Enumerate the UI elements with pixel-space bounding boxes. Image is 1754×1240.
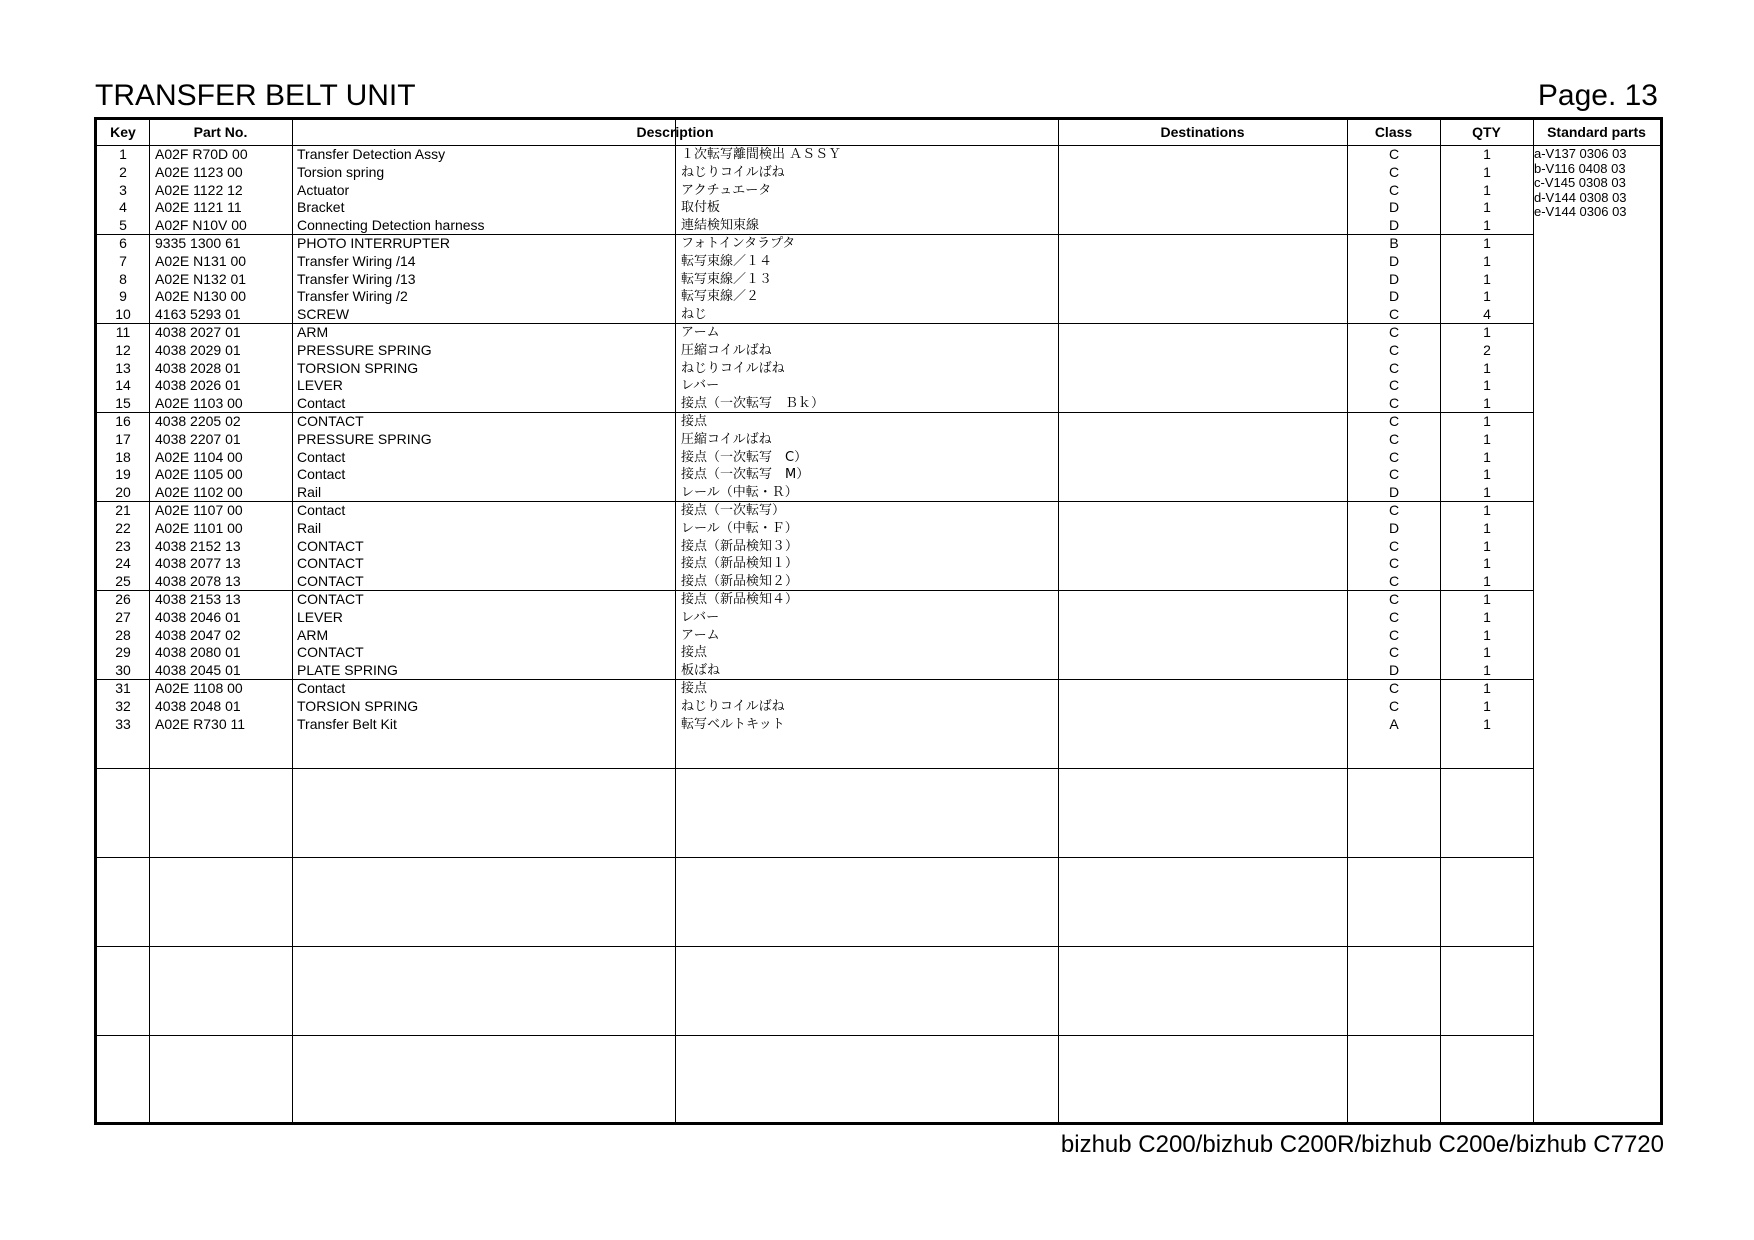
row-description-jp: レール（中転・Ｒ） bbox=[681, 485, 798, 500]
row-key: 11 bbox=[115, 324, 131, 340]
table-row bbox=[97, 253, 1533, 271]
table-row bbox=[97, 555, 1533, 573]
row-description-jp: 接点（一次転写 M） bbox=[681, 467, 810, 483]
row-description-jp: 圧縮コイルばね bbox=[681, 431, 772, 447]
row-description-en: CONTACT bbox=[297, 573, 364, 589]
table-row bbox=[97, 466, 1533, 484]
row-description-jp: 取付板 bbox=[681, 200, 721, 216]
header-standard-parts: Standard parts bbox=[1547, 124, 1646, 140]
row-part-no: 4038 2047 02 bbox=[155, 626, 241, 643]
row-description-jp: 板ばね bbox=[681, 663, 721, 678]
row-class: C bbox=[1388, 697, 1400, 714]
row-description-en: Contact bbox=[297, 502, 346, 518]
row-key: 33 bbox=[115, 715, 131, 732]
row-key: 24 bbox=[115, 555, 131, 572]
row-description-en: Transfer Detection Assy bbox=[297, 146, 446, 162]
row-qty: 1 bbox=[1483, 235, 1491, 251]
standard-part: e-V144 0306 03 bbox=[1534, 204, 1627, 219]
row-class: C bbox=[1388, 608, 1400, 625]
row-class: C bbox=[1388, 163, 1400, 180]
row-description-en: Transfer Wiring /13 bbox=[297, 270, 416, 287]
row-part-no: 4038 2026 01 bbox=[155, 377, 241, 394]
row-part-no: 9335 1300 61 bbox=[155, 235, 241, 251]
table-row bbox=[97, 288, 1533, 306]
row-class: B bbox=[1389, 235, 1399, 251]
row-description-jp: １次転写離間検出 ＡＳＳＹ bbox=[681, 147, 842, 162]
header-description: Description bbox=[636, 124, 714, 140]
row-class: C bbox=[1388, 430, 1400, 447]
row-qty: 1 bbox=[1483, 537, 1491, 554]
row-key: 19 bbox=[115, 466, 131, 483]
row-key: 26 bbox=[115, 591, 131, 607]
row-description-en: CONTACT bbox=[297, 555, 364, 572]
row-key: 7 bbox=[119, 252, 127, 269]
row-part-no: 4038 2205 02 bbox=[155, 413, 241, 429]
row-key: 31 bbox=[115, 680, 131, 696]
row-description-jp: アーム bbox=[681, 627, 720, 643]
table-row bbox=[97, 609, 1533, 627]
row-class: D bbox=[1388, 217, 1400, 233]
row-class: C bbox=[1388, 680, 1400, 696]
row-class: C bbox=[1388, 626, 1400, 643]
standard-parts-list bbox=[1534, 147, 1662, 220]
table-row bbox=[97, 182, 1533, 200]
row-class: C bbox=[1388, 502, 1400, 518]
table-row bbox=[97, 146, 1533, 164]
row-description-en: Transfer Wiring /2 bbox=[297, 288, 408, 305]
header-class: Class bbox=[1374, 124, 1413, 140]
table-row bbox=[97, 324, 1533, 342]
row-qty: 1 bbox=[1483, 430, 1491, 447]
row-key: 13 bbox=[115, 359, 131, 376]
row-qty: 1 bbox=[1483, 644, 1491, 661]
row-part-no: 4038 2080 01 bbox=[155, 644, 241, 661]
row-key: 20 bbox=[115, 484, 131, 500]
row-part-no: A02E 1105 00 bbox=[155, 466, 243, 483]
row-description-jp: 接点 bbox=[681, 645, 708, 661]
row-description-en: Actuator bbox=[297, 181, 350, 198]
row-description-jp: 連結検知束線 bbox=[681, 218, 760, 233]
row-class: C bbox=[1388, 181, 1400, 198]
table-row bbox=[97, 538, 1533, 556]
row-key: 10 bbox=[115, 306, 131, 322]
row-description-jp: ねじりコイルばね bbox=[681, 360, 785, 376]
group-divider bbox=[97, 857, 1533, 858]
row-key: 5 bbox=[119, 217, 127, 233]
row-description-en: CONTACT bbox=[297, 537, 364, 554]
row-description-jp: 接点 bbox=[681, 414, 708, 429]
row-part-no: 4038 2077 13 bbox=[155, 555, 241, 572]
table-row bbox=[97, 680, 1533, 698]
row-description-en: PHOTO INTERRUPTER bbox=[297, 235, 450, 251]
header-destinations: Destinations bbox=[1160, 124, 1245, 140]
table-row bbox=[97, 217, 1533, 235]
header-key: Key bbox=[110, 124, 136, 140]
header-qty: QTY bbox=[1472, 124, 1501, 140]
row-qty: 1 bbox=[1483, 359, 1491, 376]
row-key: 29 bbox=[115, 644, 131, 661]
row-qty: 1 bbox=[1483, 715, 1491, 732]
row-key: 32 bbox=[115, 697, 131, 714]
row-class: C bbox=[1388, 448, 1400, 465]
row-description-en: Transfer Belt Kit bbox=[297, 715, 397, 732]
row-qty: 1 bbox=[1483, 555, 1491, 572]
row-description-jp: ねじりコイルばね bbox=[681, 164, 785, 180]
row-part-no: 4038 2029 01 bbox=[155, 341, 241, 358]
row-qty: 1 bbox=[1483, 199, 1491, 216]
table-row bbox=[97, 573, 1533, 591]
row-key: 25 bbox=[115, 573, 131, 589]
row-key: 12 bbox=[115, 341, 131, 358]
table-row bbox=[97, 502, 1533, 520]
row-qty: 1 bbox=[1483, 502, 1491, 518]
row-part-no: A02F N10V 00 bbox=[155, 217, 247, 233]
row-key: 4 bbox=[119, 199, 127, 216]
row-key: 21 bbox=[115, 502, 131, 518]
row-description-en: Torsion spring bbox=[297, 163, 385, 180]
header-part-no: Part No. bbox=[193, 124, 248, 140]
row-qty: 1 bbox=[1483, 466, 1491, 483]
row-class: C bbox=[1388, 555, 1400, 572]
row-key: 2 bbox=[119, 163, 127, 180]
row-part-no: A02E 1102 00 bbox=[155, 484, 243, 500]
table-row bbox=[97, 716, 1533, 734]
row-description-jp: 圧縮コイルばね bbox=[681, 342, 772, 358]
row-class: D bbox=[1388, 199, 1400, 216]
row-description-jp: 接点（新品検知３） bbox=[681, 538, 799, 554]
row-qty: 1 bbox=[1483, 608, 1491, 625]
row-key: 3 bbox=[119, 181, 127, 198]
row-part-no: 4038 2048 01 bbox=[155, 697, 241, 714]
row-class: C bbox=[1388, 324, 1400, 340]
row-part-no: 4038 2207 01 bbox=[155, 430, 241, 447]
row-part-no: A02E N132 01 bbox=[155, 270, 247, 287]
row-description-en: LEVER bbox=[297, 377, 343, 394]
row-part-no: A02E 1121 11 bbox=[155, 199, 242, 216]
row-qty: 1 bbox=[1483, 680, 1491, 696]
row-description-en: SCREW bbox=[297, 306, 350, 322]
table-row bbox=[97, 698, 1533, 716]
row-key: 18 bbox=[115, 448, 131, 465]
page-title: TRANSFER BELT UNIT bbox=[95, 79, 416, 112]
row-qty: 1 bbox=[1483, 270, 1491, 287]
row-description-en: PRESSURE SPRING bbox=[297, 341, 432, 358]
row-description-jp: レール（中転・Ｆ） bbox=[681, 520, 798, 536]
row-description-jp: 転写ベルトキット bbox=[681, 716, 785, 732]
row-part-no: 4038 2153 13 bbox=[155, 591, 241, 607]
row-description-en: Rail bbox=[297, 519, 322, 536]
row-description-en: Contact bbox=[297, 395, 346, 411]
row-key: 28 bbox=[115, 626, 131, 643]
standard-part: c-V145 0308 03 bbox=[1534, 175, 1626, 190]
col-divider bbox=[1533, 120, 1534, 1122]
row-description-en: Transfer Wiring /14 bbox=[297, 252, 416, 269]
row-qty: 1 bbox=[1483, 163, 1491, 180]
row-description-jp: 接点（一次転写 Ｂｋ） bbox=[681, 396, 825, 411]
row-qty: 1 bbox=[1483, 324, 1491, 340]
row-key: 6 bbox=[119, 235, 127, 251]
table-row bbox=[97, 164, 1533, 182]
row-qty: 1 bbox=[1483, 146, 1491, 162]
row-part-no: A02E N131 00 bbox=[155, 252, 247, 269]
table-row bbox=[97, 449, 1533, 467]
row-description-jp: 接点（一次転写） bbox=[681, 503, 786, 518]
row-qty: 1 bbox=[1483, 697, 1491, 714]
table-row bbox=[97, 306, 1533, 324]
row-class: C bbox=[1388, 537, 1400, 554]
group-divider bbox=[97, 946, 1533, 947]
row-description-en: Bracket bbox=[297, 199, 345, 216]
table-row bbox=[97, 484, 1533, 502]
row-class: D bbox=[1388, 519, 1400, 536]
row-description-en: TORSION SPRING bbox=[297, 359, 419, 376]
row-description-jp: 接点（新品検知１） bbox=[681, 556, 799, 572]
row-qty: 1 bbox=[1483, 395, 1491, 411]
row-class: C bbox=[1388, 395, 1400, 411]
row-description-jp: 転写束線／２ bbox=[681, 289, 760, 305]
row-qty: 1 bbox=[1483, 413, 1491, 429]
table-row bbox=[97, 627, 1533, 645]
row-description-jp: 接点（新品検知４） bbox=[681, 592, 799, 607]
row-description-en: Contact bbox=[297, 680, 346, 696]
row-part-no: A02E 1123 00 bbox=[155, 163, 243, 180]
row-description-en: Contact bbox=[297, 448, 346, 465]
row-qty: 1 bbox=[1483, 626, 1491, 643]
row-description-jp: レバー bbox=[681, 609, 720, 625]
row-part-no: 4038 2152 13 bbox=[155, 537, 241, 554]
row-part-no: 4163 5293 01 bbox=[155, 306, 241, 322]
row-description-jp: ねじ bbox=[681, 307, 708, 322]
table-row bbox=[97, 662, 1533, 680]
row-part-no: A02E 1122 12 bbox=[155, 181, 243, 198]
table-row bbox=[97, 644, 1533, 662]
parts-table bbox=[94, 117, 1663, 1125]
table-row bbox=[97, 591, 1533, 609]
row-description-jp: 接点 bbox=[681, 681, 708, 696]
row-class: D bbox=[1388, 288, 1400, 305]
table-row bbox=[97, 235, 1533, 253]
row-qty: 1 bbox=[1483, 662, 1491, 678]
row-qty: 1 bbox=[1483, 448, 1491, 465]
row-qty: 1 bbox=[1483, 519, 1491, 536]
row-class: C bbox=[1388, 306, 1400, 322]
row-key: 14 bbox=[115, 377, 131, 394]
row-description-jp: 接点（新品検知２） bbox=[681, 574, 799, 589]
row-description-en: ARM bbox=[297, 324, 329, 340]
row-part-no: 4038 2046 01 bbox=[155, 608, 241, 625]
row-qty: 1 bbox=[1483, 573, 1491, 589]
row-description-en: Rail bbox=[297, 484, 322, 500]
row-key: 22 bbox=[115, 519, 131, 536]
row-class: D bbox=[1388, 252, 1400, 269]
row-description-en: TORSION SPRING bbox=[297, 697, 419, 714]
row-key: 1 bbox=[119, 146, 127, 162]
row-class: C bbox=[1388, 644, 1400, 661]
row-key: 16 bbox=[115, 413, 131, 429]
row-class: D bbox=[1388, 662, 1400, 678]
standard-part: b-V116 0408 03 bbox=[1534, 160, 1626, 176]
row-class: A bbox=[1389, 715, 1399, 732]
row-part-no: 4038 2045 01 bbox=[155, 662, 241, 678]
row-qty: 1 bbox=[1483, 252, 1491, 269]
row-part-no: A02E 1107 00 bbox=[155, 502, 243, 518]
row-description-jp: フォトインタラプタ bbox=[681, 236, 796, 251]
row-description-en: Connecting Detection harness bbox=[297, 217, 485, 233]
row-description-en: Contact bbox=[297, 466, 346, 483]
table-row bbox=[97, 199, 1533, 217]
row-part-no: A02E N130 00 bbox=[155, 288, 247, 305]
row-qty: 1 bbox=[1483, 288, 1491, 305]
row-description-jp: 転写束線／１４ bbox=[681, 253, 773, 269]
row-class: D bbox=[1388, 270, 1400, 287]
row-description-en: PLATE SPRING bbox=[297, 662, 398, 678]
row-qty: 1 bbox=[1483, 484, 1491, 500]
row-description-en: LEVER bbox=[297, 608, 343, 625]
row-class: C bbox=[1388, 377, 1400, 394]
row-part-no: A02E R730 11 bbox=[155, 715, 246, 732]
row-qty: 1 bbox=[1483, 377, 1491, 394]
row-description-en: PRESSURE SPRING bbox=[297, 430, 432, 447]
group-divider bbox=[97, 768, 1533, 769]
row-key: 23 bbox=[115, 537, 131, 554]
table-row bbox=[97, 271, 1533, 289]
table-row bbox=[97, 395, 1533, 413]
row-part-no: 4038 2078 13 bbox=[155, 573, 241, 589]
row-part-no: 4038 2028 01 bbox=[155, 359, 241, 376]
row-description-jp: レバー bbox=[681, 378, 720, 394]
row-class: C bbox=[1388, 591, 1400, 607]
row-description-en: CONTACT bbox=[297, 644, 364, 661]
row-key: 17 bbox=[115, 430, 131, 447]
table-row bbox=[97, 360, 1533, 378]
row-part-no: A02E 1108 00 bbox=[155, 680, 243, 696]
row-class: C bbox=[1388, 359, 1400, 376]
row-key: 30 bbox=[115, 662, 131, 678]
row-qty: 4 bbox=[1483, 306, 1491, 322]
row-key: 15 bbox=[115, 395, 131, 411]
row-class: D bbox=[1388, 484, 1400, 500]
row-qty: 1 bbox=[1483, 217, 1491, 233]
row-description-jp: アクチュエータ bbox=[681, 182, 772, 198]
row-key: 9 bbox=[119, 288, 127, 305]
row-class: C bbox=[1388, 146, 1400, 162]
row-description-jp: ねじりコイルばね bbox=[681, 698, 785, 714]
table-row bbox=[97, 377, 1533, 395]
row-description-jp: 転写束線／１３ bbox=[681, 271, 773, 287]
table-row bbox=[97, 413, 1533, 431]
table-row bbox=[97, 431, 1533, 449]
row-description-en: ARM bbox=[297, 626, 329, 643]
row-class: C bbox=[1388, 466, 1400, 483]
row-key: 27 bbox=[115, 608, 131, 625]
row-description-en: CONTACT bbox=[297, 591, 364, 607]
row-class: C bbox=[1388, 413, 1400, 429]
row-part-no: A02F R70D 00 bbox=[155, 146, 248, 162]
standard-part: d-V144 0308 03 bbox=[1534, 189, 1627, 205]
row-qty: 1 bbox=[1483, 181, 1491, 198]
row-part-no: A02E 1103 00 bbox=[155, 395, 243, 411]
page-number: Page. 13 bbox=[1537, 79, 1658, 112]
row-qty: 2 bbox=[1483, 341, 1491, 358]
row-description-en: CONTACT bbox=[297, 413, 364, 429]
row-class: C bbox=[1388, 573, 1400, 589]
row-part-no: A02E 1104 00 bbox=[155, 448, 243, 465]
row-part-no: 4038 2027 01 bbox=[155, 324, 241, 340]
group-divider bbox=[97, 1035, 1533, 1036]
model-footer: bizhub C200/bizhub C200R/bizhub C200e/bizhub C7720 bbox=[1060, 1131, 1664, 1158]
row-class: C bbox=[1388, 341, 1400, 358]
row-key: 8 bbox=[119, 270, 127, 287]
table-row bbox=[97, 520, 1533, 538]
row-description-jp: 接点（一次転写 C） bbox=[681, 449, 808, 465]
row-qty: 1 bbox=[1483, 591, 1491, 607]
row-description-jp: アーム bbox=[681, 325, 720, 340]
table-row bbox=[97, 342, 1533, 360]
row-part-no: A02E 1101 00 bbox=[155, 519, 243, 536]
standard-part: a-V137 0306 03 bbox=[1534, 146, 1627, 161]
